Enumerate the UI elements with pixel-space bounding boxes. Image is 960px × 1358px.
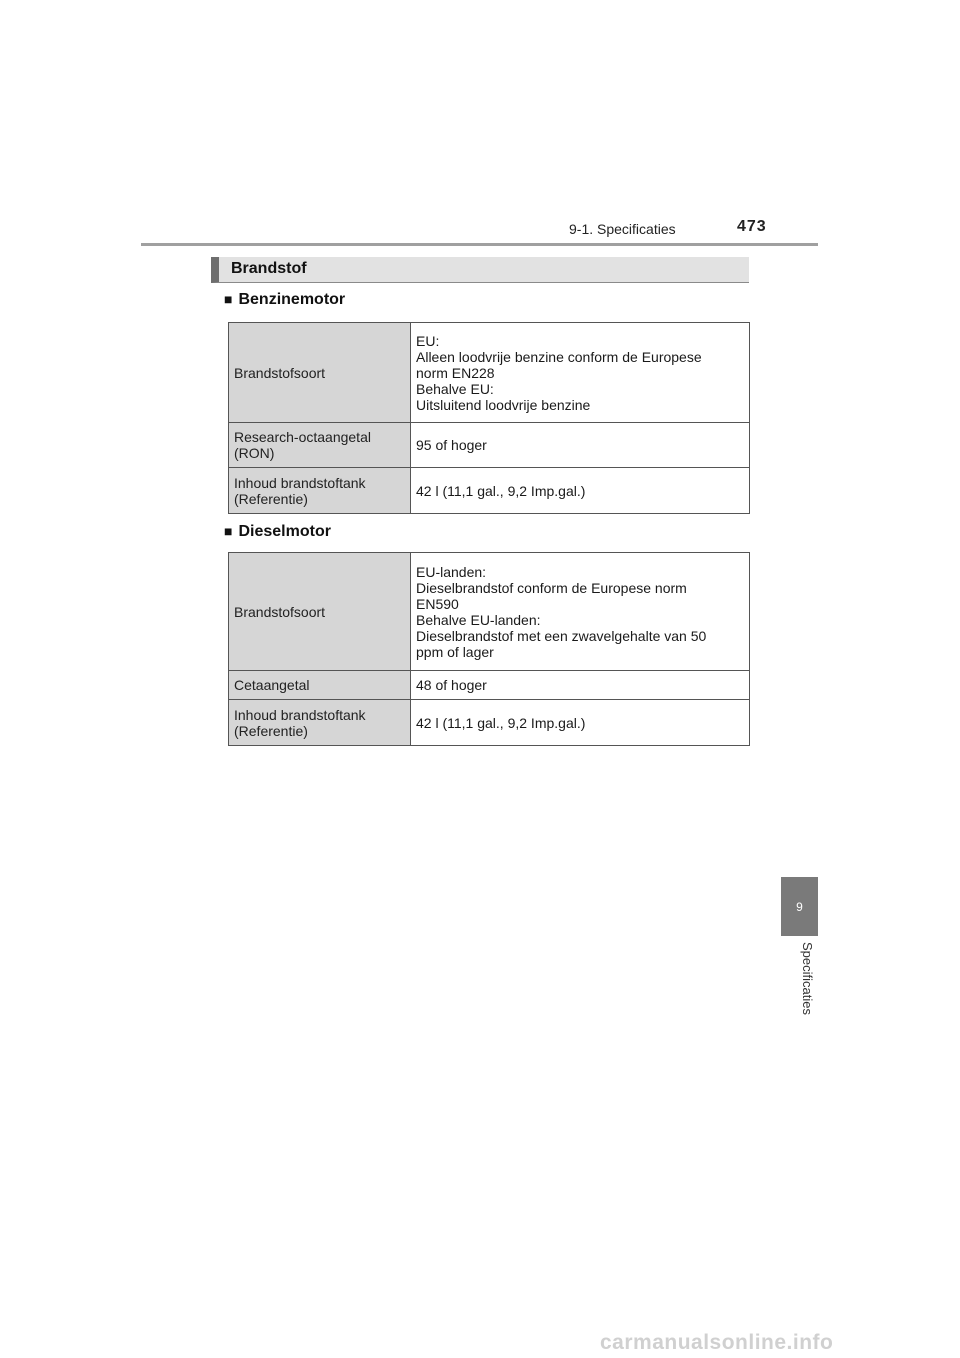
chapter-number: 9	[796, 899, 803, 914]
chapter-side-label: Specificaties	[800, 942, 815, 1015]
table-row	[229, 700, 750, 746]
petrol-heading-text: Benzinemotor	[238, 291, 346, 308]
watermark-text: carmanualsonline.info	[600, 1331, 834, 1354]
petrol-spec-table	[228, 322, 750, 514]
diesel-heading-text: Dieselmotor	[238, 523, 331, 540]
table-row	[229, 423, 750, 468]
square-bullet-icon: ■	[224, 291, 233, 307]
petrol-subheading	[224, 291, 345, 309]
table-row	[229, 468, 750, 514]
table-label-cell: Brandstofsoort	[229, 323, 411, 423]
table-row	[229, 671, 750, 700]
section-header-bar	[211, 257, 749, 283]
table-label-cell: Research-octaangetal (RON)	[229, 423, 411, 468]
chapter-tab	[781, 877, 818, 936]
page-number: 473	[737, 218, 767, 235]
table-value-cell: 42 l (11,1 gal., 9,2 Imp.gal.)	[411, 468, 750, 514]
table-value-cell: 48 of hoger	[411, 671, 750, 700]
table-label-cell: Inhoud brandstoftank (Referentie)	[229, 468, 411, 514]
table-row	[229, 553, 750, 671]
diesel-subheading	[224, 523, 331, 541]
header-section-title: 9-1. Specificaties	[569, 221, 676, 237]
table-value-cell: EU: Alleen loodvrije benzine conform de Europese norm EN228 Behalve EU: Uitsluitend loodvrije benzine	[411, 323, 750, 423]
table-value-cell: 42 l (11,1 gal., 9,2 Imp.gal.)	[411, 700, 750, 746]
table-value-cell: 95 of hoger	[411, 423, 750, 468]
table-label-cell: Inhoud brandstoftank (Referentie)	[229, 700, 411, 746]
table-label-cell: Brandstofsoort	[229, 553, 411, 671]
square-bullet-icon: ■	[224, 523, 233, 539]
section-title: Brandstof	[231, 260, 307, 277]
table-value-cell: EU-landen: Dieselbrandstof conform de Europese norm EN590 Behalve EU-landen: Dieselbrandstof met een zwavelgehalte van 50 ppm of lager	[411, 553, 750, 671]
table-label-cell: Cetaangetal	[229, 671, 411, 700]
table-row	[229, 323, 750, 423]
diesel-spec-table	[228, 552, 750, 746]
header-divider	[141, 243, 818, 246]
